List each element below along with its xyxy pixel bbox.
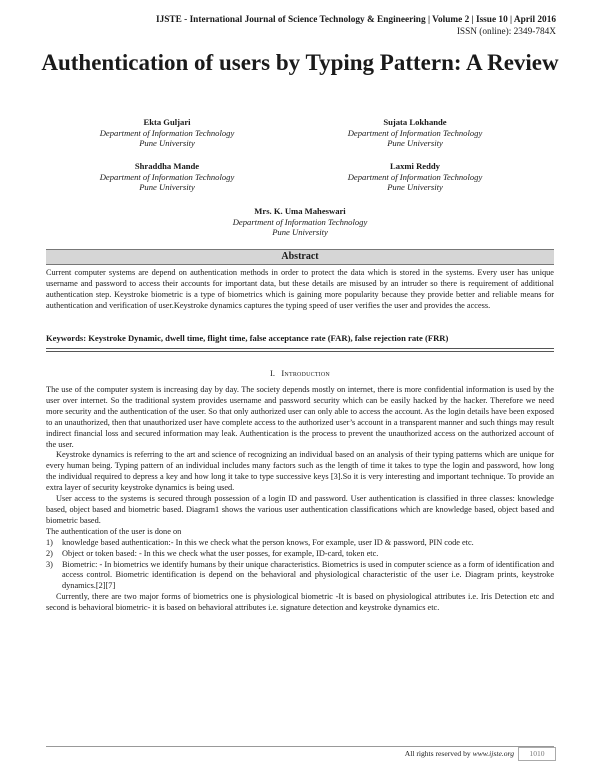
author-univ: Pune University [139,138,195,149]
section-number: I. [270,368,276,378]
author-dept: Department of Information Technology [347,171,483,182]
author-univ: Pune University [139,182,195,193]
author-name: Mrs. K. Uma Maheswari [254,206,346,216]
list-text: Object or token based: - In this we check what the user posses, for example, ID-card, token etc. [62,548,379,558]
keywords: Keywords: Keystroke Dynamic, dwell time, flight time, false acceptance rate (FAR), false rejection rate (FRR) [46,333,449,343]
author-univ: Pune University [387,182,443,193]
author-univ: Pune University [387,138,443,149]
list-number: 2) [46,548,53,558]
author-univ: Pune University [272,227,328,238]
issn-line: ISSN (online): 2349-784X [456,27,556,37]
list-item [46,538,554,549]
author-block [305,161,525,193]
body-text [46,385,554,614]
section-title: Introduction [281,368,330,378]
site-link[interactable]: www.ijste.org [472,749,514,758]
divider [46,348,554,349]
paragraph: Keystroke dynamics is referring to the art and science of recognizing an individual based on an analysis of their typing patterns which are unique for every human being. Typing pattern of an individual includes many factors such as the length of time it takes to type the login and password, how long the individual required to depress a key and how long it take to type successive keys [3].So it is very interesting and important technique. To provide an extra layer of security keystroke dynamics is being used. [46,450,554,493]
list-item [46,549,554,560]
author-name: Laxmi Reddy [390,161,440,171]
author-dept: Department of Information Technology [99,127,235,138]
footer-divider [46,746,554,747]
footer-rights [405,749,514,759]
journal-line: IJSTE - International Journal of Science Technology & Engineering | Volume 2 | Issue 10 | April 2016 [155,15,556,25]
author-block [57,117,277,149]
author-name: Shraddha Mande [134,161,200,171]
author-block [57,161,277,193]
paragraph: User access to the systems is secured through possession of a login ID and password. User authentication is classified in three classes: knowledge based, object based and biometric based. Diagram1 shows the various user authentication classifications which are knowledge based, object based and biometric based. [46,494,554,525]
list-text: Biometric: - In biometrics we identify humans by their unique characteristics. Biometrics is used in computer science as a form of identification and access control. Biometric identification is depend on the behavioral and physiological characteristic of the user i.e. Diagram prints, keystroke dynamics.[2][7] [62,559,554,591]
list-number: 1) [46,537,53,547]
list-item [46,560,554,593]
author-name: Sujata Lokhande [383,117,447,127]
author-dept: Department of Information Technology [347,127,483,138]
author-dept: Department of Information Technology [99,171,235,182]
abstract-text: Current computer systems are depend on authentication methods in order to protect the data which is stored in the systems. Every user has unique username and password to access their accounts for important data, but these details are misused by an intruder so there is requirement of additional authentication step. Keystroke biometric is a type of biometrics which is gaining more popularity because they provide better and reliable means for authentication and verification of user.Keystroke dynamics captures the typing speed of user verifies the user and provides the access. [46,268,554,310]
page-number: 1010 [518,747,556,761]
author-name: Ekta Guljari [143,117,191,127]
paragraph: The use of the computer system is increasing day by day. The society depends mostly on internet, there is more confidential information is used by the user over internet. So the traditional system provides username and password security which can be easily hacked by the hacker. Therefore we need more security and the authentication of the user. So that only authorized user can only able to access the account. As the login details have been exposed to an unauthorized, then that unauthorized user have complete access to the authorized user’s account in a transparent manner and such things may result indirect financial loss and secured information may leak. Authentication is the process to prevent the unauthorized access on the authorized account of the user. [46,385,554,449]
author-block [190,206,410,238]
journal-header [156,14,556,38]
paragraph: The authentication of the user is done on [46,526,182,536]
list-text: knowledge based authentication:- In this we check what the person knows, For example, user ID & password, PIN code etc. [62,537,474,547]
author-block [305,117,525,149]
paper-title: Authentication of users by Typing Pattern: A Review [41,50,559,75]
abstract-heading: Abstract [46,249,554,265]
author-dept: Department of Information Technology [232,216,368,227]
divider [46,351,554,352]
section-heading [0,368,600,378]
list-number: 3) [46,559,53,569]
paragraph: Currently, there are two major forms of biometrics one is physiological biometric -It is based on physiological attributes i.e. Iris Detection etc and second is behavioral biometric- it is based on behavioral attributes i.e. signature detection and keystroke dynamics etc. [46,592,554,613]
rights-text: All rights reserved by [404,749,471,758]
